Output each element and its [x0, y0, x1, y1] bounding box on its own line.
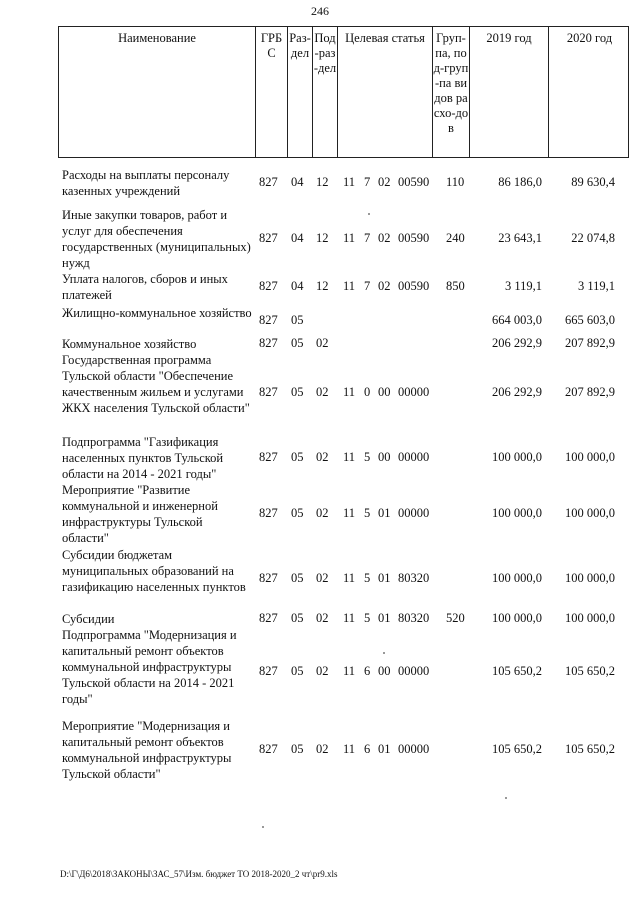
table-row	[0, 207, 640, 271]
cell-v2020: 22 074,8	[571, 231, 615, 245]
cell-grbs: 827	[259, 742, 278, 756]
cell-grbs: 827	[259, 279, 278, 293]
cell-v2020: 665 603,0	[565, 313, 615, 327]
cell-pr: 02	[316, 336, 329, 350]
cell-rz: 05	[291, 742, 304, 756]
cell-t3: 00	[378, 664, 391, 678]
cell-t2: 5	[364, 571, 371, 585]
cell-t2: 5	[364, 450, 371, 464]
cell-vr: 520	[446, 611, 465, 625]
cell-pr: 02	[316, 664, 329, 678]
table-row	[0, 167, 640, 199]
cell-t2: 6	[364, 742, 371, 756]
cell-t1: 11	[343, 450, 356, 464]
cell-v2020: 100 000,0	[565, 571, 615, 585]
cell-t4: 00000	[398, 742, 430, 756]
cell-t4: 00590	[398, 279, 430, 293]
file-path-footer: D:\Г\Д6\2018\ЗАКОНЫ\ЗАС_57\Изм. бюджет ТО 2018-2020_2 чт\pr9.xls	[60, 869, 338, 879]
cell-grbs: 827	[259, 231, 278, 245]
cell-grbs: 827	[259, 450, 278, 464]
cell-grbs: 827	[259, 336, 278, 350]
cell-t4: 80320	[398, 571, 430, 585]
cell-pr: 02	[316, 506, 329, 520]
row-name: Субсидии бюджетам муниципальных образований на газификацию населенных пунктов	[62, 548, 246, 594]
cell-vr: 240	[446, 231, 465, 245]
cell-t2: 6	[364, 664, 371, 678]
cell-t3: 01	[378, 571, 391, 585]
row-name: Подпрограмма "Модернизация и капитальный ремонт объектов коммунальной инфраструктуры Тульской области на 2014 - 2021 годы"	[62, 628, 237, 706]
cell-t1: 11	[343, 571, 356, 585]
table-row	[0, 547, 640, 611]
cell-t4: 00000	[398, 506, 430, 520]
cell-rz: 05	[291, 664, 304, 678]
cell-grbs: 827	[259, 313, 278, 327]
cell-v2020: 3 119,1	[577, 279, 615, 293]
cell-t2: 7	[364, 279, 371, 293]
cell-rz: 05	[291, 385, 304, 399]
table-row	[0, 611, 640, 627]
table-row	[0, 336, 640, 352]
cell-t4: 80320	[398, 611, 430, 625]
cell-rz: 05	[291, 450, 304, 464]
table-row	[0, 271, 640, 303]
cell-v2019: 100 000,0	[492, 571, 542, 585]
cell-v2019: 206 292,9	[492, 336, 542, 350]
cell-v2019: 100 000,0	[492, 450, 542, 464]
cell-v2019: 105 650,2	[492, 742, 542, 756]
cell-pr: 02	[316, 571, 329, 585]
scan-speck	[368, 213, 370, 215]
cell-v2019: 23 643,1	[498, 231, 542, 245]
cell-grbs: 827	[259, 506, 278, 520]
cell-v2019: 86 186,0	[498, 175, 542, 189]
scan-speck	[262, 826, 264, 828]
header-2019: 2019 год	[470, 27, 549, 157]
cell-v2020: 100 000,0	[565, 611, 615, 625]
cell-rz: 05	[291, 611, 304, 625]
cell-t4: 00000	[398, 385, 430, 399]
cell-v2019: 664 003,0	[492, 313, 542, 327]
cell-t3: 01	[378, 742, 391, 756]
header-razdel: Раз-дел	[288, 27, 313, 157]
cell-grbs: 827	[259, 664, 278, 678]
cell-rz: 04	[291, 279, 304, 293]
cell-pr: 02	[316, 450, 329, 464]
cell-v2020: 105 650,2	[565, 742, 615, 756]
cell-t1: 11	[343, 611, 356, 625]
row-name: Коммунальное хозяйство	[62, 337, 197, 351]
cell-t3: 00	[378, 450, 391, 464]
header-grbs: ГРБС	[256, 27, 288, 157]
table-header	[58, 26, 629, 158]
cell-t3: 02	[378, 175, 391, 189]
cell-t1: 11	[343, 506, 356, 520]
scan-speck	[383, 652, 385, 654]
cell-rz: 05	[291, 506, 304, 520]
cell-t3: 01	[378, 611, 391, 625]
cell-pr: 02	[316, 385, 329, 399]
cell-rz: 04	[291, 231, 304, 245]
header-name: Наименование	[59, 27, 256, 157]
cell-t3: 02	[378, 279, 391, 293]
cell-v2019: 105 650,2	[492, 664, 542, 678]
header-target: Целевая статья	[338, 27, 433, 157]
cell-v2019: 100 000,0	[492, 506, 542, 520]
cell-pr: 12	[316, 279, 329, 293]
cell-t1: 11	[343, 664, 356, 678]
header-podrazdel: Под-раз-дел	[313, 27, 338, 157]
table-row	[0, 305, 640, 337]
cell-t2: 7	[364, 231, 371, 245]
table-row	[0, 482, 640, 546]
cell-t1: 11	[343, 175, 356, 189]
cell-v2020: 100 000,0	[565, 506, 615, 520]
cell-pr: 02	[316, 742, 329, 756]
cell-rz: 05	[291, 313, 304, 327]
cell-v2019: 206 292,9	[492, 385, 542, 399]
cell-t2: 0	[364, 385, 371, 399]
cell-t3: 00	[378, 385, 391, 399]
cell-t3: 02	[378, 231, 391, 245]
cell-vr: 850	[446, 279, 465, 293]
cell-t3: 01	[378, 506, 391, 520]
cell-rz: 05	[291, 571, 304, 585]
page-number: 246	[311, 4, 329, 18]
cell-rz: 04	[291, 175, 304, 189]
cell-grbs: 827	[259, 175, 278, 189]
cell-v2020: 207 892,9	[565, 336, 615, 350]
cell-v2020: 100 000,0	[565, 450, 615, 464]
cell-grbs: 827	[259, 571, 278, 585]
row-name: Жилищно-коммунальное хозяйство	[62, 306, 252, 320]
cell-pr: 12	[316, 231, 329, 245]
table-row	[0, 434, 640, 482]
table-row	[0, 718, 640, 782]
cell-pr: 12	[316, 175, 329, 189]
cell-t4: 00000	[398, 664, 430, 678]
cell-t2: 5	[364, 506, 371, 520]
cell-t4: 00590	[398, 231, 430, 245]
row-name: Иные закупки товаров, работ и услуг для обеспечения государственных (муниципальных) нужд	[62, 208, 251, 270]
cell-t1: 11	[343, 385, 356, 399]
cell-v2020: 105 650,2	[565, 664, 615, 678]
cell-t2: 7	[364, 175, 371, 189]
cell-grbs: 827	[259, 611, 278, 625]
row-name: Субсидии	[62, 612, 115, 626]
row-name: Уплата налогов, сборов и иных платежей	[62, 272, 228, 302]
scan-speck	[505, 797, 507, 799]
cell-t4: 00000	[398, 450, 430, 464]
cell-t4: 00590	[398, 175, 430, 189]
row-name: Мероприятие "Модернизация и капитальный ремонт объектов коммунальной инфраструктуры Тульской области"	[62, 719, 232, 781]
row-name: Мероприятие "Развитие коммунальной и инженерной инфраструктуры Тульской области"	[62, 483, 218, 545]
cell-t1: 11	[343, 742, 356, 756]
cell-v2020: 207 892,9	[565, 385, 615, 399]
table-row	[0, 627, 640, 717]
header-2020: 2020 год	[566, 31, 613, 45]
cell-v2020: 89 630,4	[571, 175, 615, 189]
cell-t2: 5	[364, 611, 371, 625]
header-group: Груп-па, под-груп-па видов расхо-дов	[433, 27, 470, 157]
cell-v2019: 3 119,1	[504, 279, 542, 293]
table-row	[0, 352, 640, 434]
cell-v2019: 100 000,0	[492, 611, 542, 625]
cell-rz: 05	[291, 336, 304, 350]
row-name: Государственная программа Тульской области "Обеспечение качественным жильем и услугами ЖКХ населения Тульской области"	[62, 353, 250, 415]
row-name: Расходы на выплаты персоналу казенных учреждений	[62, 168, 230, 198]
cell-vr: 110	[446, 175, 465, 189]
row-name: Подпрограмма "Газификация населенных пунктов Тульской области на 2014 - 2021 годы"	[62, 435, 224, 481]
cell-grbs: 827	[259, 385, 278, 399]
cell-t1: 11	[343, 231, 356, 245]
cell-pr: 02	[316, 611, 329, 625]
cell-t1: 11	[343, 279, 356, 293]
